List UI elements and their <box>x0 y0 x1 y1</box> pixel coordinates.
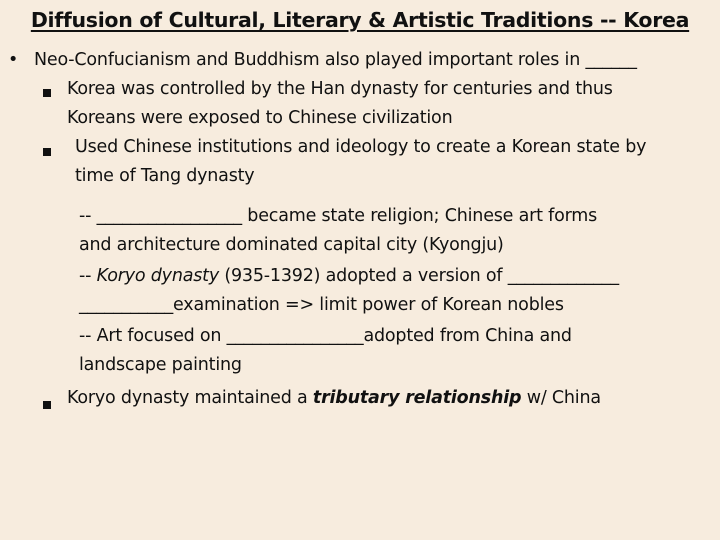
subitem-3-line2: landscape painting <box>79 355 242 375</box>
square-bullet-icon <box>43 390 51 419</box>
bullet-text-3-line2: time of Tang dynasty <box>75 166 255 186</box>
subitem-2-rest: (935-1392) adopted a version of _____________ <box>219 266 619 286</box>
subitem-1-line2: and architecture dominated capital city (Kyongju) <box>79 235 504 255</box>
subitem-3-line1: -- Art focused on ________________adopted from China and <box>79 326 572 346</box>
bullet-text-4 <box>67 384 601 413</box>
square-bullet-icon <box>43 137 51 166</box>
bullet-text-2-line2: Koreans were exposed to Chinese civilization <box>67 108 453 128</box>
subitem-2-prefix: -- <box>79 266 97 286</box>
bullet-4-suffix: w/ China <box>521 388 601 408</box>
koryo-dynasty-term: Koryo dynasty <box>96 266 219 286</box>
bullet-text-2-line1: Korea was controlled by the Han dynasty for centuries and thus <box>67 79 613 99</box>
subitem-2-line2: ___________examination => limit power of Korean nobles <box>79 295 564 315</box>
bullet-dot: • <box>8 50 19 70</box>
bullet-text-1: Neo-Confucianism and Buddhism also played important roles in ______ <box>34 50 637 70</box>
bullet-4-prefix: Koryo dynasty maintained a <box>67 388 313 408</box>
square-bullet-icon <box>43 78 51 107</box>
subitem-1-line1: -- _________________ became state religion; Chinese art forms <box>79 206 598 226</box>
subitem-2-line1 <box>79 262 619 291</box>
bullet-text-3-line1: Used Chinese institutions and ideology to create a Korean state by <box>75 137 647 157</box>
tributary-relationship-term: tributary relationship <box>312 388 522 408</box>
slide-title: Diffusion of Cultural, Literary & Artistic Traditions -- Korea <box>30 8 690 32</box>
